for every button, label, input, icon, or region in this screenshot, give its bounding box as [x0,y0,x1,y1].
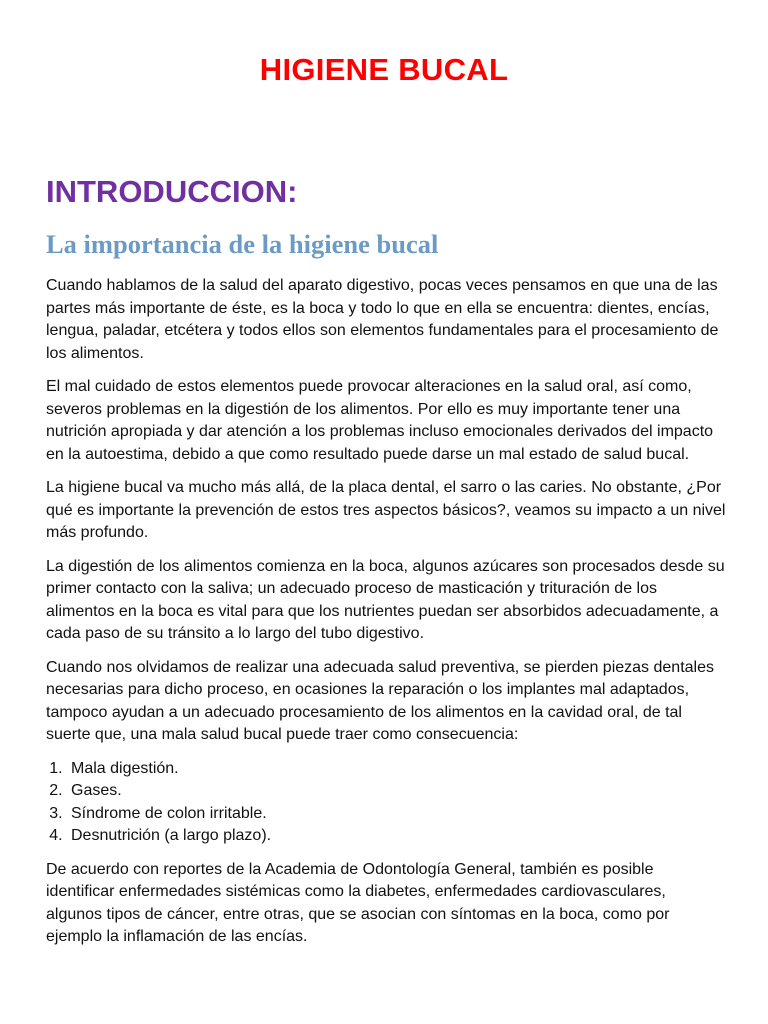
paragraph: La higiene bucal va mucho más allá, de la placa dental, el sarro o las caries. No obstante, ¿Por qué es importante la prevención de estos tres aspectos básicos?, veamos su impacto a un nivel más profundo. [46,479,726,541]
section-heading: INTRODUCCION: [46,174,298,209]
list-item: 3. Síndrome de colon irritable. [67,803,726,826]
paragraph: Cuando hablamos de la salud del aparato digestivo, pocas veces pensamos en que una de las partes más importante de éste, es la boca y todo lo que en ella se encuentra: dientes, encías, lengua, paladar, etcétera y todos ellos son elementos fundamentales para el procesamiento de los alimentos. [46,277,719,362]
subtitle: La importancia de la higiene bucal [46,229,439,259]
paragraph: La digestión de los alimentos comienza en la boca, algunos azúcares son procesados desde su primer contacto con la saliva; un adecuado proceso de masticación y trituración de los alimentos en la boca es vital para que los nutrientes puedan ser absorbidos adecuadamente, a cada paso de su tránsito a lo largo del tubo digestivo. [46,557,725,642]
closing-paragraph: De acuerdo con reportes de la Academia de Odontología General, también es posible identificar enfermedades sistémicas como la diabetes, enfermedades cardiovasculares, algunos tipos de cáncer, entre otras, que se asocian con síntomas en la boca, como por ejemplo la inflamación de las encías. [46,860,670,945]
list-item: 1. Mala digestión. [67,758,726,781]
consequences-list [46,758,726,848]
list-item: 4. Desnutrición (a largo plazo). [67,825,726,848]
paragraph: Cuando nos olvidamos de realizar una adecuada salud preventiva, se pierden piezas dentales necesarias para dicho proceso, en ocasiones la reparación o los implantes mal adaptados, tampoco ayudan a un adecuado procesamiento de los alimentos en la cavidad oral, de tal suerte que, una mala salud bucal puede traer como consecuencia: [46,658,714,743]
document-body [46,275,726,960]
paragraph: El mal cuidado de estos elementos puede provocar alteraciones en la salud oral, así como, severos problemas en la digestión de los alimentos. Por ello es muy importante tener una nutrición apropiada y dar atención a los problemas incluso emocionales derivados del impacto en la autoestima, debido a que como resultado puede darse un mal estado de salud bucal. [46,378,714,463]
list-item: 2. Gases. [67,780,726,803]
document-title: HIGIENE BUCAL [259,52,509,87]
